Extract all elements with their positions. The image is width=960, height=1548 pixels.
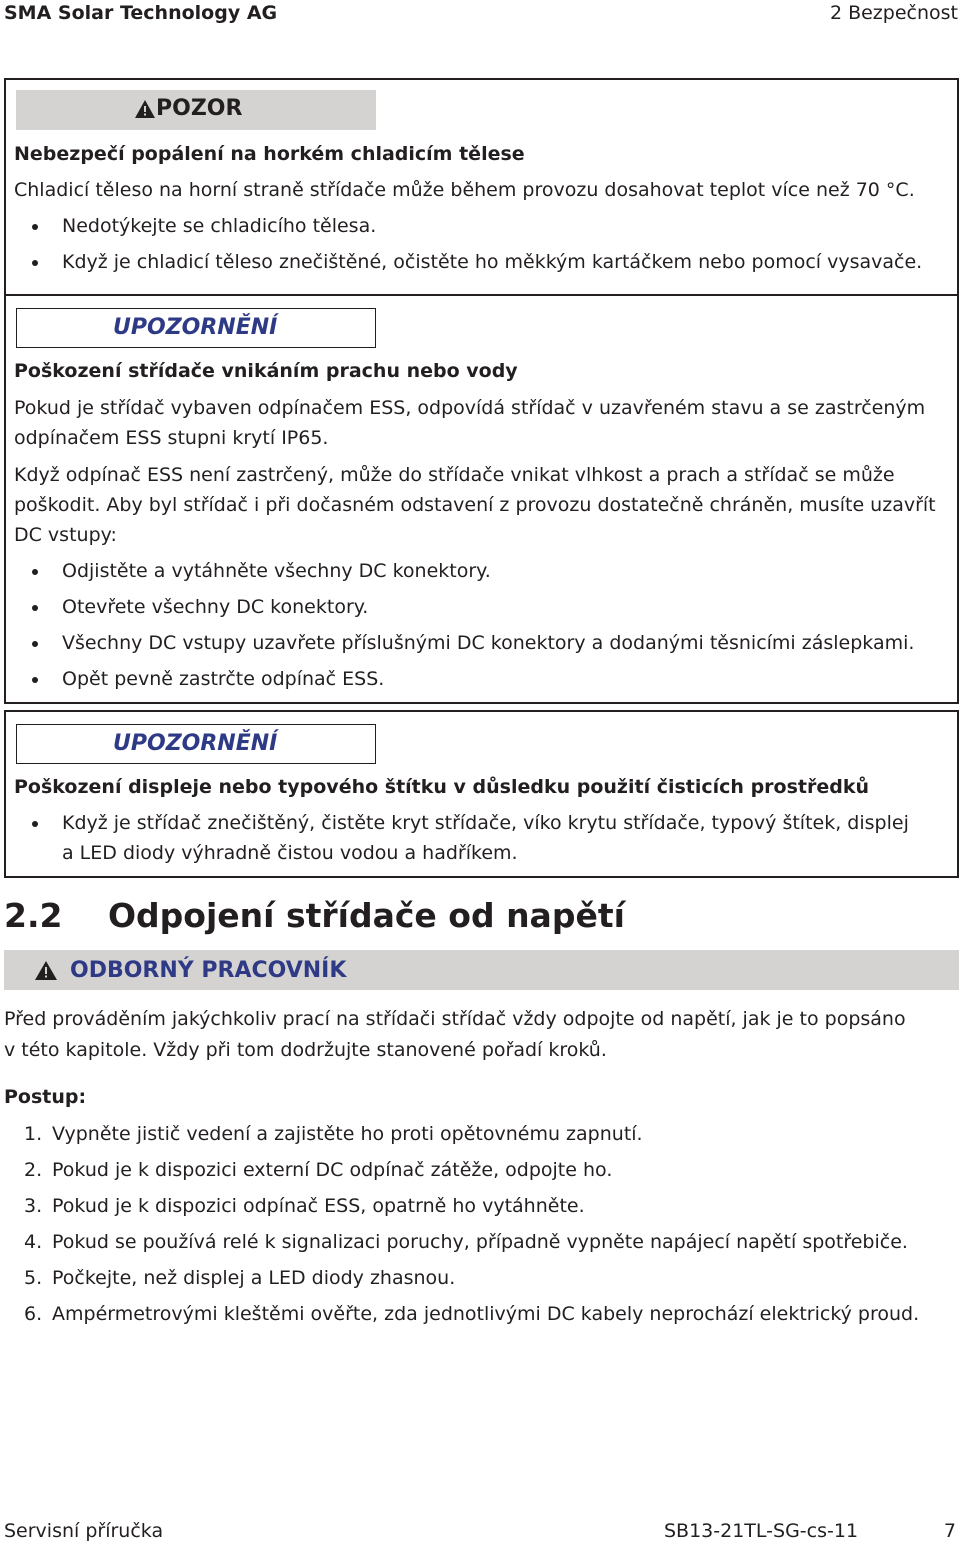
notice-label: UPOZORNĚNÍ [113,315,278,340]
caution-label-bar [16,90,376,130]
qualified-person-label: ODBORNÝ PRACOVNÍK [70,958,347,983]
procedure-label: Postup: [4,1086,87,1108]
bullet-icon [32,260,38,266]
footer-document-id: SB13-21TL-SG-cs-11 [664,1520,859,1542]
warning-icon [34,960,58,981]
notice-text: Když odpínač ESS není zastrčený, může do střídače vnikat vlhkost a prach a střídač se může [14,464,895,486]
notice-label-bar [16,724,376,764]
bullet-icon [32,821,38,827]
footer-document-type: Servisní příručka [4,1520,164,1542]
company-name: SMA Solar Technology AG [4,2,278,24]
notice-label: UPOZORNĚNÍ [113,731,278,756]
page-number: 7 [943,1520,956,1542]
caution-label: POZOR [156,96,243,121]
bullet-icon [32,605,38,611]
notice-text: odpínačem ESS stupni krytí IP65. [14,427,329,449]
caution-text: Chladicí těleso na horní straně střídače může během provozu dosahovat teplot více než 70 °C. [14,179,915,201]
warning-icon [134,99,156,119]
section-number: 2.2 [4,896,63,935]
qualified-person-bar [4,950,959,990]
notice-text: Pokud je střídač vybaven odpínačem ESS, odpovídá střídač v uzavřeném stavu a se zastrčeným [14,397,926,419]
list-item-continuation: a LED diody výhradně čistou vodou a hadříkem. [62,842,518,864]
notice-box-cleaning: UPOZORNĚNÍ Poškození displeje nebo typového štítku v důsledku použití čisticích prostředků Když je střídač znečištěný, čistěte kryt střídače, víko krytu střídače, typový štítek, displej a LED diody výhradně čistou vodou a hadříkem. [4,710,959,878]
caution-box: POZOR Nebezpečí popálení na horkém chladicím tělese Chladicí těleso na horní straně střídače může během provozu dosahovat teplot více než 70 °C. Nedotýkejte se chladicího tělesa. Když je chladicí těleso znečištěné, očistěte ho měkkým kartáčkem nebo pomocí vysavače. [4,78,959,294]
page-header [0,0,960,28]
notice-heading: Poškození střídače vnikáním prachu nebo vody [14,360,518,382]
notice-label-bar [16,308,376,348]
bullet-icon [32,569,38,575]
notice-text: DC vstupy: [14,524,117,546]
intro-text: Před prováděním jakýchkoliv prací na střídači střídač vždy odpojte od napětí, jak je to popsáno [4,1008,906,1030]
page-footer [0,1520,960,1544]
section-name: 2 Bezpečnost [829,2,958,24]
caution-heading: Nebezpečí popálení na horkém chladicím tělese [14,143,525,165]
bullet-icon [32,224,38,230]
bullet-icon [32,641,38,647]
bullet-icon [32,677,38,683]
section-title: Odpojení střídače od napětí [108,896,625,935]
notice-text: poškodit. Aby byl střídač i při dočasném odstavení z provozu dostatečně chráněn, musíte uzavřít [14,494,936,516]
notice-heading: Poškození displeje nebo typového štítku v důsledku použití čisticích prostředků [14,776,869,798]
intro-text: v této kapitole. Vždy při tom dodržujte stanovené pořadí kroků. [4,1039,607,1061]
notice-box-dust: UPOZORNĚNÍ Poškození střídače vnikáním prachu nebo vody Pokud je střídač vybaven odpínačem ESS, odpovídá střídač v uzavřeném stavu a se zastrčeným odpínačem ESS stupni krytí IP65. Když odpínač ESS není zastrčený, může do střídače vnikat vlhkost a prach a střídač se může poškodit. Aby byl střídač i při dočasném odstavení z provozu dostatečně chráněn, musíte uzavřít DC vstupy: Odjistěte a vytáhněte všechny DC konektory. Otevřete všechny DC konektory. Všechny DC vstupy uzavřete příslušnými DC konektory a dodanými těsnicími záslepkami. Opět pevně zastrčte odpínač ESS. [4,294,959,704]
